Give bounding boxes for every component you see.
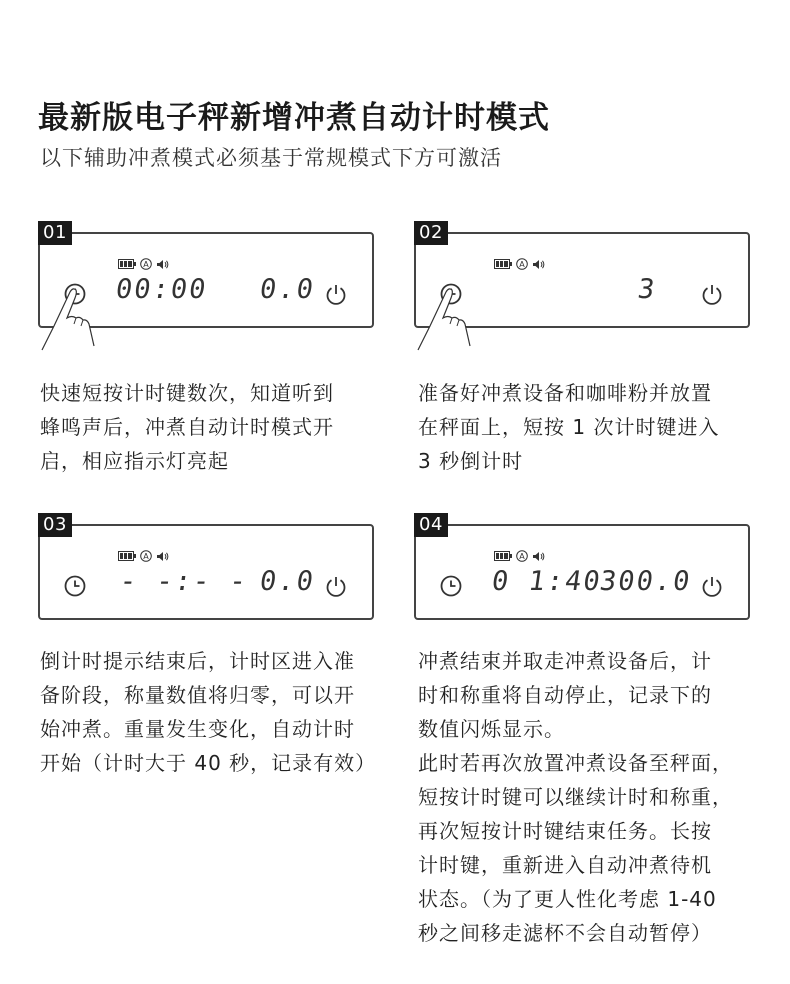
step-description-3 [40,644,376,780]
page-title: 最新版电子秤新增冲煮自动计时模式 [38,100,550,136]
step-number: 02 [414,221,448,245]
step-description-1 [40,376,334,478]
desc-line: 始冲煮。重量发生变化，自动计时 [40,717,355,741]
desc-line: 冲煮结束并取走冲煮设备后，计 [418,649,712,673]
indicator-row [118,550,169,562]
svg-text:A: A [519,552,525,561]
auto-icon [140,258,152,270]
desc-line: 时和称重将自动停止，记录下的 [418,683,712,707]
sound-icon [532,551,545,562]
step-number: 03 [38,513,72,537]
desc-line: 蜂鸣声后，冲煮自动计时模式开 [40,415,334,439]
scale-display-3 [38,514,374,620]
battery-icon [118,551,136,561]
sound-icon [532,259,545,270]
power-icon[interactable] [700,574,724,598]
hand-icon [416,286,476,352]
desc-line: 再次短按计时键结束任务。长按 [418,819,712,843]
desc-line: 备阶段，称量数值将归零，可以开 [40,683,355,707]
power-icon[interactable] [324,574,348,598]
battery-icon [494,259,512,269]
desc-line: 数值闪烁显示。 [418,717,565,741]
desc-line: 3 秒倒计时 [418,449,524,473]
battery-icon [118,259,136,269]
indicator-row [494,258,545,270]
desc-line: 快速短按计时键数次，知道听到 [40,381,334,405]
indicator-row [494,550,545,562]
weight-display: 0.0 [257,566,317,597]
countdown-display: 3 [635,274,659,305]
timer-display: 0 1:40 [489,566,604,597]
clock-icon[interactable] [439,574,463,598]
step-description-4 [418,644,733,950]
step-number: 04 [414,513,448,537]
auto-icon [516,550,528,562]
weight-display: 0.0 [257,274,317,305]
scale-display-2 [414,222,750,328]
step-description-2 [418,376,719,478]
step-number: 01 [38,221,72,245]
battery-icon [494,551,512,561]
desc-line: 状态。（为了更人性化考虑 1-40 [418,887,717,911]
sound-icon [156,551,169,562]
auto-icon [140,550,152,562]
desc-line: 此时若再次放置冲煮设备至秤面， [418,751,733,775]
scale-display-1 [38,222,374,328]
desc-line: 准备好冲煮设备和咖啡粉并放置 [418,381,712,405]
sound-icon [156,259,169,270]
desc-line: 短按计时键可以继续计时和称重， [418,785,733,809]
scale-display-4 [414,514,750,620]
desc-line: 在秤面上，短按 1 次计时键进入 [418,415,720,439]
indicator-row [118,258,169,270]
power-icon[interactable] [700,282,724,306]
weight-display: 300.0 [597,566,694,597]
page-subtitle: 以下辅助冲煮模式必须基于常规模式下方可激活 [40,146,502,170]
svg-text:A: A [143,552,149,561]
desc-line: 倒计时提示结束后，计时区进入准 [40,649,355,673]
svg-text:A: A [519,260,525,269]
desc-line: 开始（计时大于 40 秒，记录有效） [40,751,377,775]
hand-icon [40,286,100,352]
clock-icon[interactable] [63,574,87,598]
svg-text:A: A [143,260,149,269]
desc-line: 秒之间移走滤杯不会自动暂停） [418,921,712,945]
auto-icon [516,258,528,270]
desc-line: 启，相应指示灯亮起 [40,449,229,473]
desc-line: 计时键，重新进入自动冲煮待机 [418,853,712,877]
power-icon[interactable] [324,282,348,306]
timer-display: - -:- - [117,566,250,597]
timer-display: 00:00 [113,274,210,305]
